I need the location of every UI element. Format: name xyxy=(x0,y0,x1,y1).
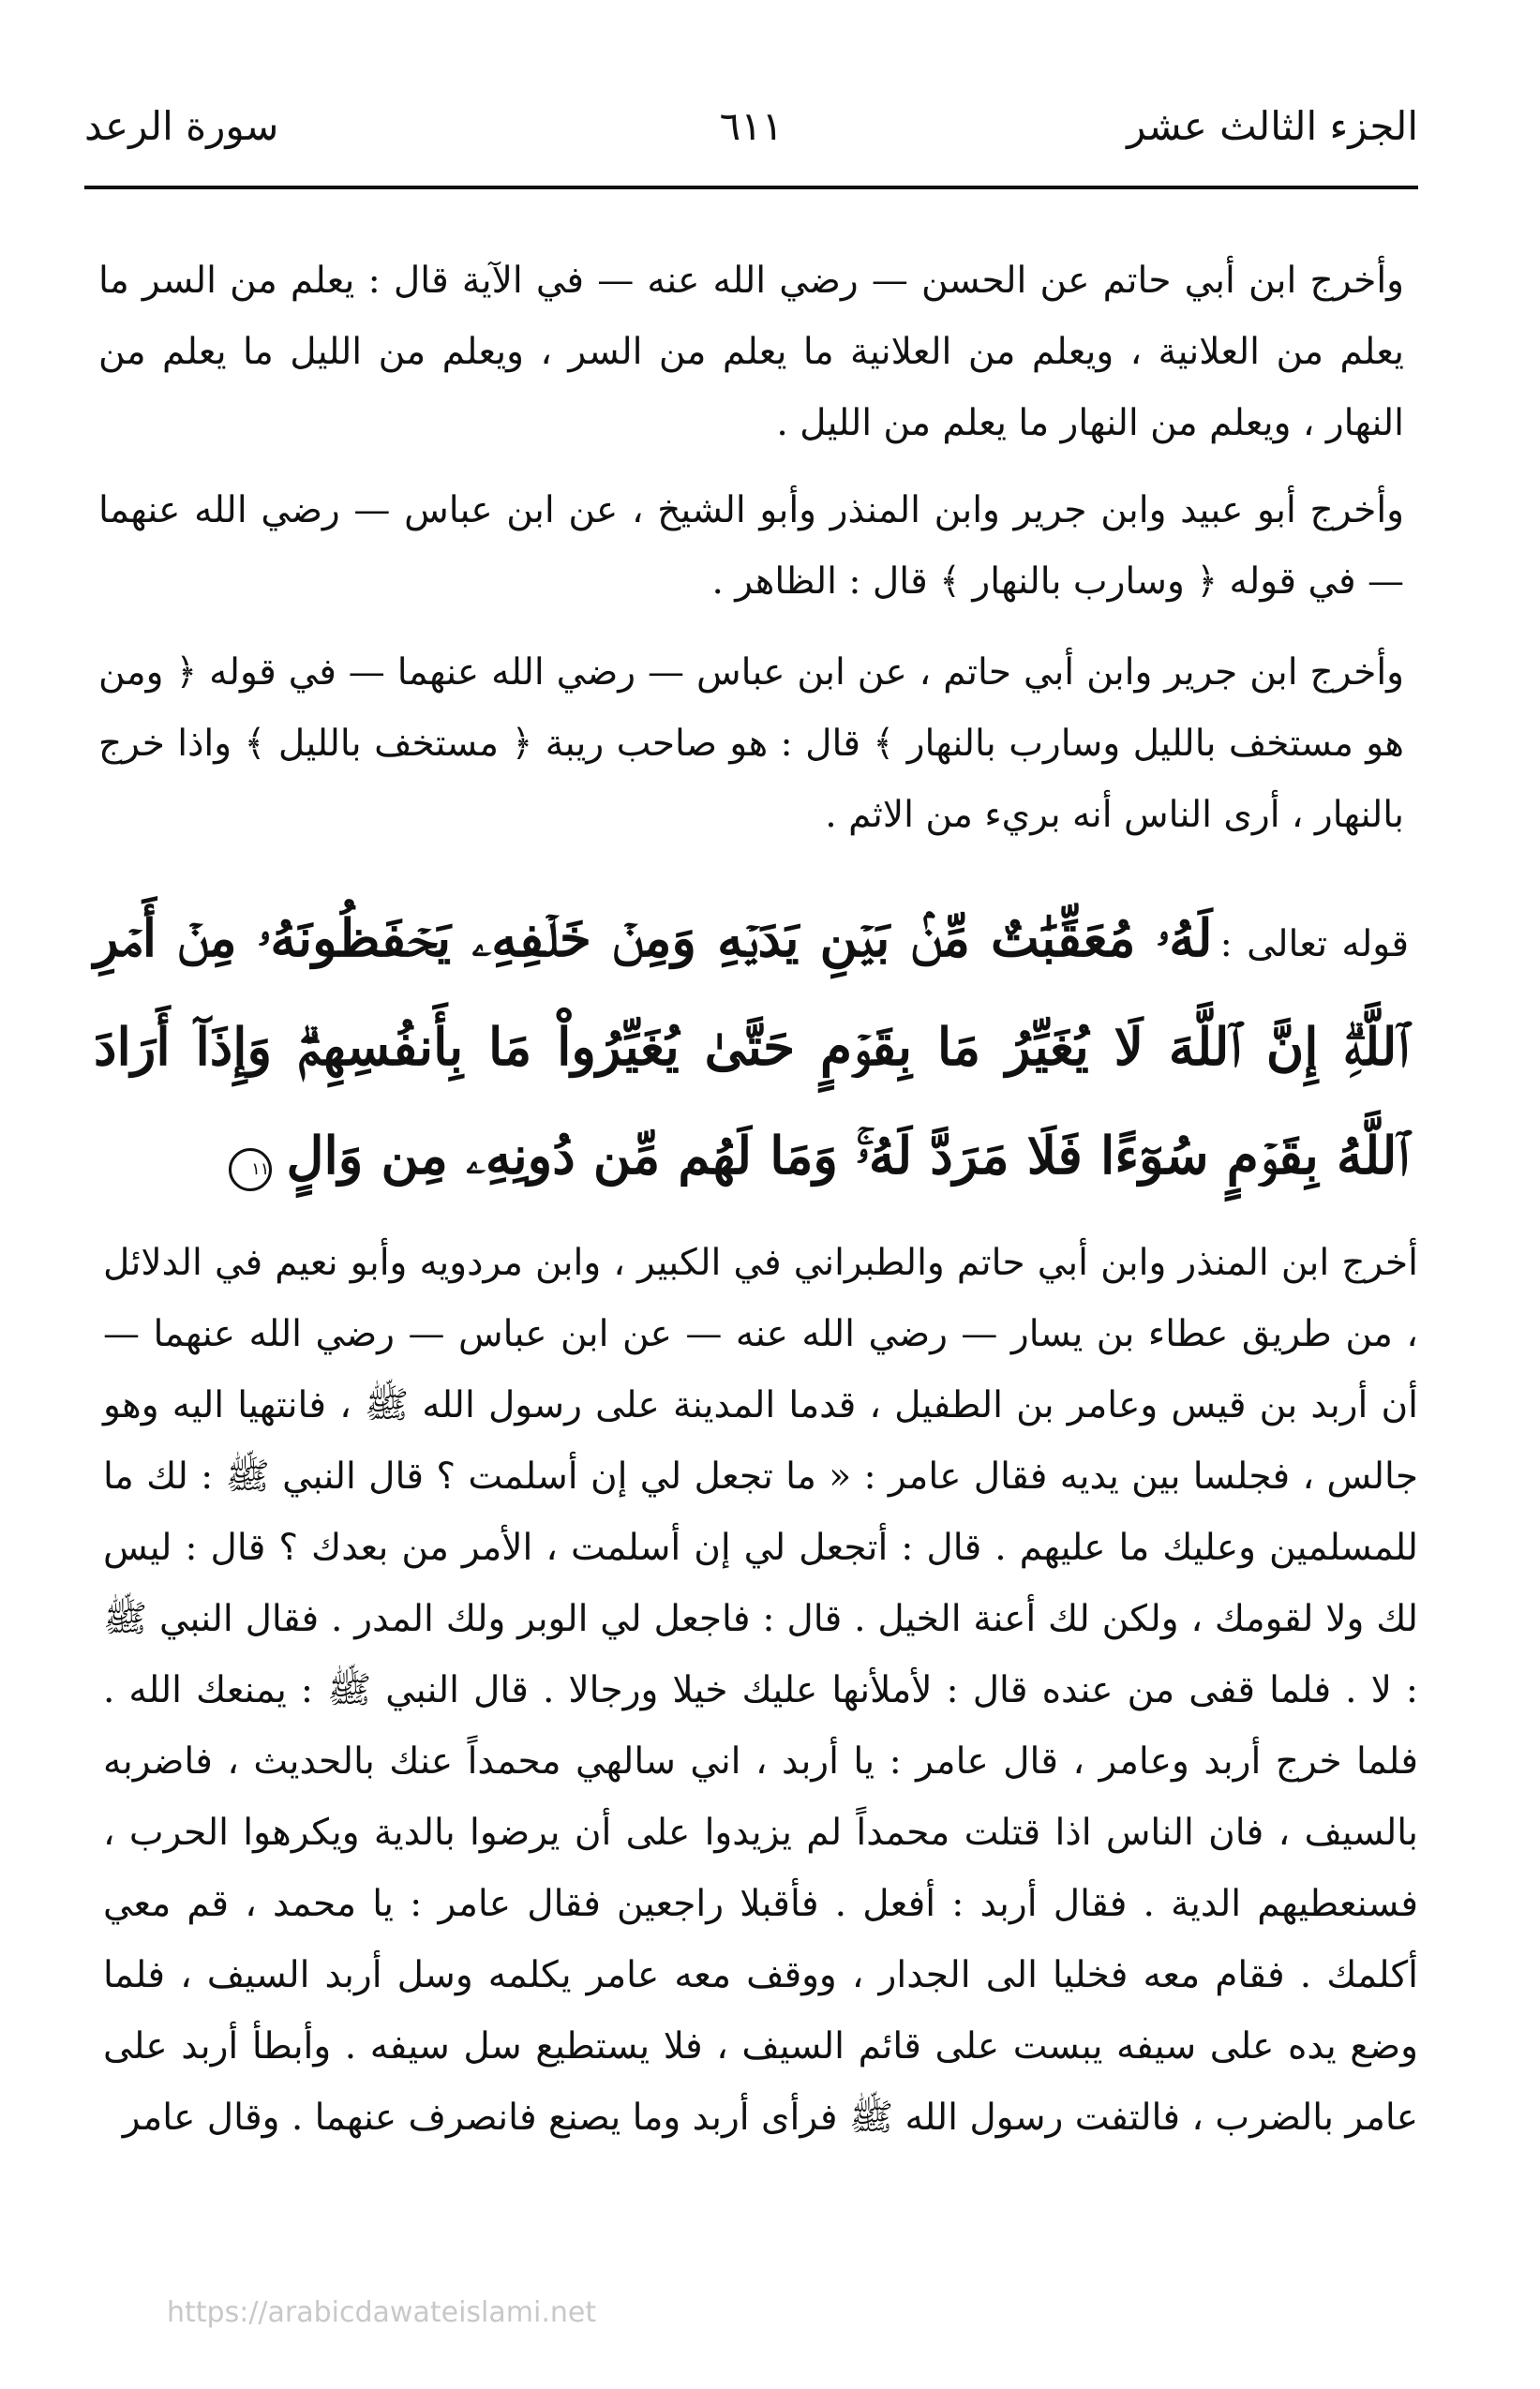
paragraph-ibn-al-mundhir: أخرج ابن المنذر وابن أبي حاتم والطبراني في الكبير ، وابن مردويه وأبو نعيم في الدلائل ، من طريق عطاء بن يسار — رضي الله عنه — عن ابن عباس — رضي الله عنهما — أن أربد بن قيس وعامر بن الطفيل ، قدما المدينة على رسول الله ﷺ ، فانتهيا اليه وهو جالس ، فجلسا بين يديه فقال عامر : « ما تجعل لي إن أسلمت ؟ قال النبي ﷺ : لك ما للمسلمين وعليك ما عليهم . قال : أتجعل لي إن أسلمت ، الأمر من بعدك ؟ قال : ليس لك ولا لقومك ، ولكن لك أعنة الخيل . قال : فاجعل لي الوبر ولك المدر . فقال النبي ﷺ : لا . فلما قفى من عنده قال : لأملأنها عليك خيلا ورجالا . قال النبي ﷺ : يمنعك الله . فلما خرج أربد وعامر ، قال عامر : يا أربد ، اني سالهي محمداً عنك بالحديث ، فاضربه بالسيف ، فان الناس اذا قتلت محمداً لم يزيدوا على أن يرضوا بالدية ويكرهوا الحرب ، فسنعطيهم الدية . فقال أربد : أفعل . فأقبلا راجعين فقال عامر : يا محمد ، قم معي أكلمك . فقام معه فخليا الى الجدار ، ووقف معه عامر يكلمه وسل أربد السيف ، فلما وضع يده على سيفه يبست على قائم السيف ، فلا يستطيع سل سيفه . وأبطأ أربد على عامر بالضرب ، فالتفت رسول الله ﷺ فرأى أربد وما يصنع فانصرف عنهما . وقال عامر xyxy=(103,1242,1418,2139)
page-number: ٦١١ xyxy=(719,103,784,149)
watermark-url: https://arabicdawateislami.net xyxy=(167,2296,597,2329)
quran-verse-block xyxy=(94,890,1409,1217)
header-divider xyxy=(84,186,1418,189)
juz-label: الجزء الثالث عشر xyxy=(1127,103,1418,149)
surah-label: سورة الرعد xyxy=(84,103,279,149)
verse-text: لَهُۥ مُعَقِّبَٰتٌ مِّنۢ بَيۡنِ يَدَيۡهِ وَمِنۡ خَلۡفِهِۦ يَحۡفَظُونَهُۥ مِنۡ أَمۡرِ ٱللَّهِۗ إِنَّ ٱللَّهَ لَا يُغَيِّرُ مَا بِقَوۡمٍ حَتَّىٰ يُغَيِّرُواْ مَا بِأَنفُسِهِمۡۗ وَإِذَآ أَرَادَ ٱللَّهُ بِقَوۡمٍ سُوٓءًا فَلَا مَرَدَّ لَهُۥۚ وَمَا لَهُم مِّن دُونِهِۦ مِن وَالٍ xyxy=(94,907,1409,1186)
running-head xyxy=(84,89,1418,164)
paragraph-ibn-jarir: وأخرج ابن جرير وابن أبي حاتم ، عن ابن عباس — رضي الله عنهما — في قوله ﴿ ومن هو مستخف بالليل وسارب بالنهار ﴾ قال : هو صاحب ريبة ﴿ مستخف بالليل ﴾ واذا خرج بالنهار ، أرى الناس أنه بريء من الاثم . xyxy=(98,651,1404,836)
paragraph-abu-ubaid: وأخرج أبو عبيد وابن جرير وابن المنذر وأبو الشيخ ، عن ابن عباس — رضي الله عنهما — في قوله ﴿ وسارب بالنهار ﴾ قال : الظاهر . xyxy=(98,489,1404,603)
verse-intro: قوله تعالى : xyxy=(1219,923,1409,965)
paragraph-hasan: وأخرج ابن أبي حاتم عن الحسن — رضي الله عنه — في الآية قال : يعلم من السر ما يعلم من العلانية ، ويعلم من العلانية ما يعلم من السر ، ويعلم من الليل ما يعلم من النهار ، ويعلم من النهار ما يعلم من الليل . xyxy=(98,260,1404,444)
ayah-number-marker: ١١ xyxy=(229,1148,272,1191)
